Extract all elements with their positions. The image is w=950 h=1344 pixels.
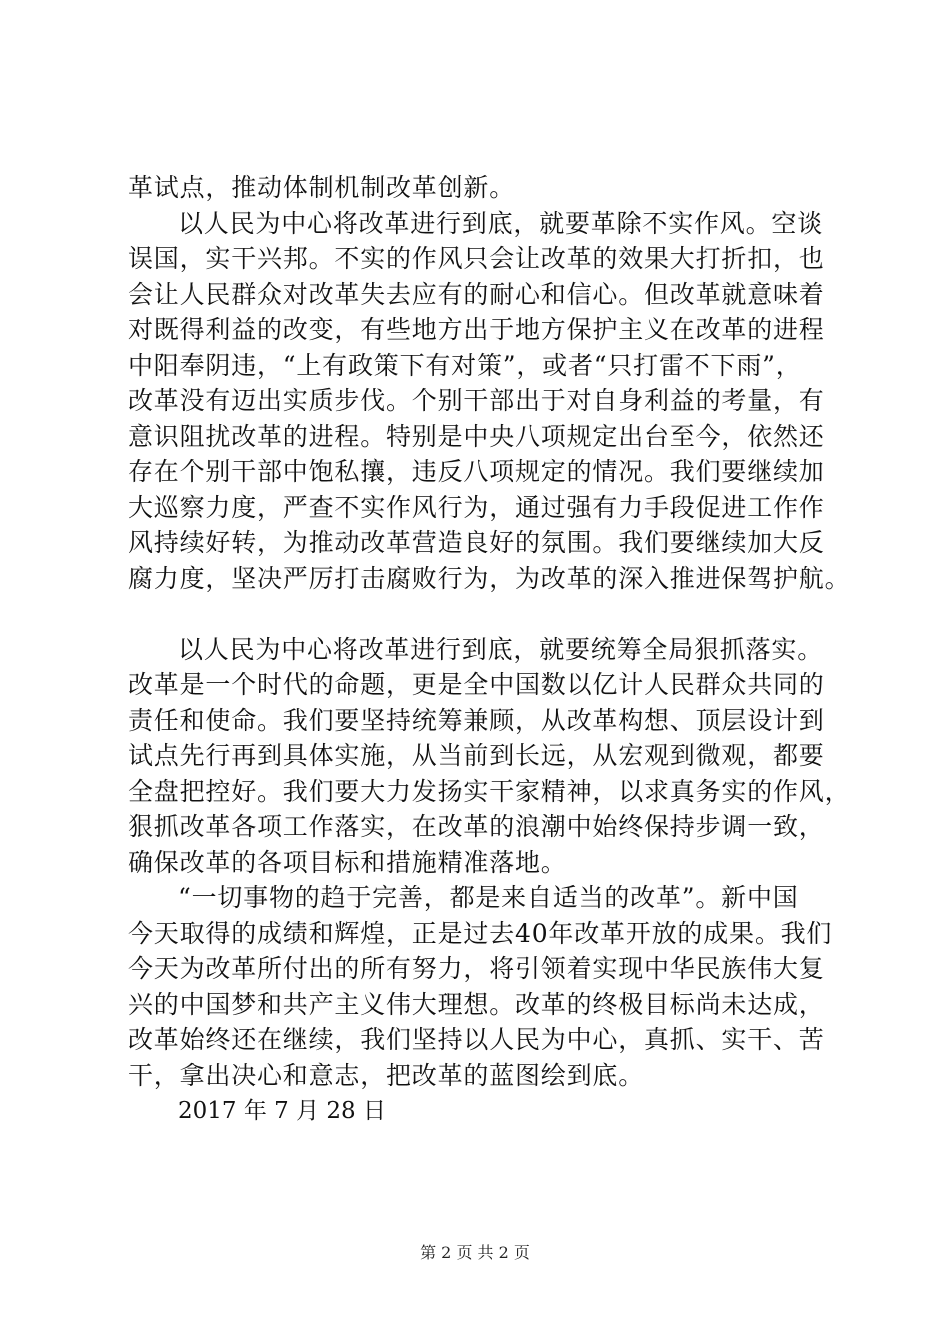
text-line: 全盘把控好。我们要大力发扬实干家精神，以求真务实的作风， — [128, 776, 851, 806]
text-line: 腐力度，坚决严厉打击腐败行为，为改革的深入推进保驾护航。 — [128, 563, 851, 593]
text-line: 改革始终还在继续，我们坚持以人民为中心，真抓、实干、苦 — [128, 1025, 825, 1054]
paragraph-gap — [128, 596, 833, 632]
text-line: 对既得利益的改变，有些地方出于地方保护主义在改革的进程 — [128, 315, 825, 344]
text-line: 会让人民群众对改革失去应有的耐心和信心。但改革就意味着 — [128, 279, 825, 309]
paragraph-start-line: 以人民为中心将改革进行到底，就要革除不实作风。空谈 — [178, 208, 824, 238]
text-line: 中阳奉阴违，“上有政策下有对策”，或者“只打雷不下雨”， — [128, 350, 802, 380]
text-line: 今天取得的成绩和辉煌，正是过去40年改革开放的成果。我们 — [128, 918, 833, 948]
document-date: 2017 年 7 月 28 日 — [178, 1098, 386, 1124]
text-line: 确保改革的各项目标和措施精准落地。 — [128, 847, 567, 877]
text-line: 改革没有迈出实质步伐。个别干部出于对自身利益的考量，有 — [128, 386, 825, 415]
text-line: 风持续好转，为推动改革营造良好的氛围。我们要继续加大反 — [128, 528, 825, 557]
text-line: 责任和使命。我们要坚持统筹兼顾，从改革构想、顶层设计到 — [128, 705, 825, 735]
paragraph-start-line: 以人民为中心将改革进行到底，就要统筹全局狠抓落实。 — [178, 634, 824, 664]
text-line: 大巡察力度，严查不实作风行为，通过强有力手段促进工作作 — [128, 492, 825, 522]
text-line: 误国，实干兴邦。不实的作风只会让改革的效果大打折扣，也 — [128, 244, 825, 273]
paragraph-start-line: “一切事物的趋于完善，都是来自适当的改革”。新中国 — [178, 883, 799, 912]
text-line: 意识阻扰改革的进程。特别是中央八项规定出台至今，依然还 — [128, 421, 825, 451]
text-line: 今天为改革所付出的所有努力，将引领着实现中华民族伟大复 — [128, 954, 825, 983]
text-line: 兴的中国梦和共产主义伟大理想。改革的终极目标尚未达成， — [128, 989, 825, 1019]
page-footer: 第 2 页 共 2 页 — [420, 1243, 530, 1262]
text-line: 干，拿出决心和意志，把改革的蓝图绘到底。 — [128, 1060, 645, 1090]
text-line: 革试点，推动体制机制改革创新。 — [128, 173, 516, 202]
text-line: 试点先行再到具体实施，从当前到长远，从宏观到微观，都要 — [128, 741, 825, 770]
document-body — [128, 170, 851, 1129]
text-line: 改革是一个时代的命题，更是全中国数以亿计人民群众共同的 — [128, 670, 825, 699]
text-line: 存在个别干部中饱私攘，违反八项规定的情况。我们要继续加 — [128, 457, 825, 486]
text-line: 狠抓改革各项工作落实，在改革的浪潮中始终保持步调一致， — [128, 812, 825, 841]
